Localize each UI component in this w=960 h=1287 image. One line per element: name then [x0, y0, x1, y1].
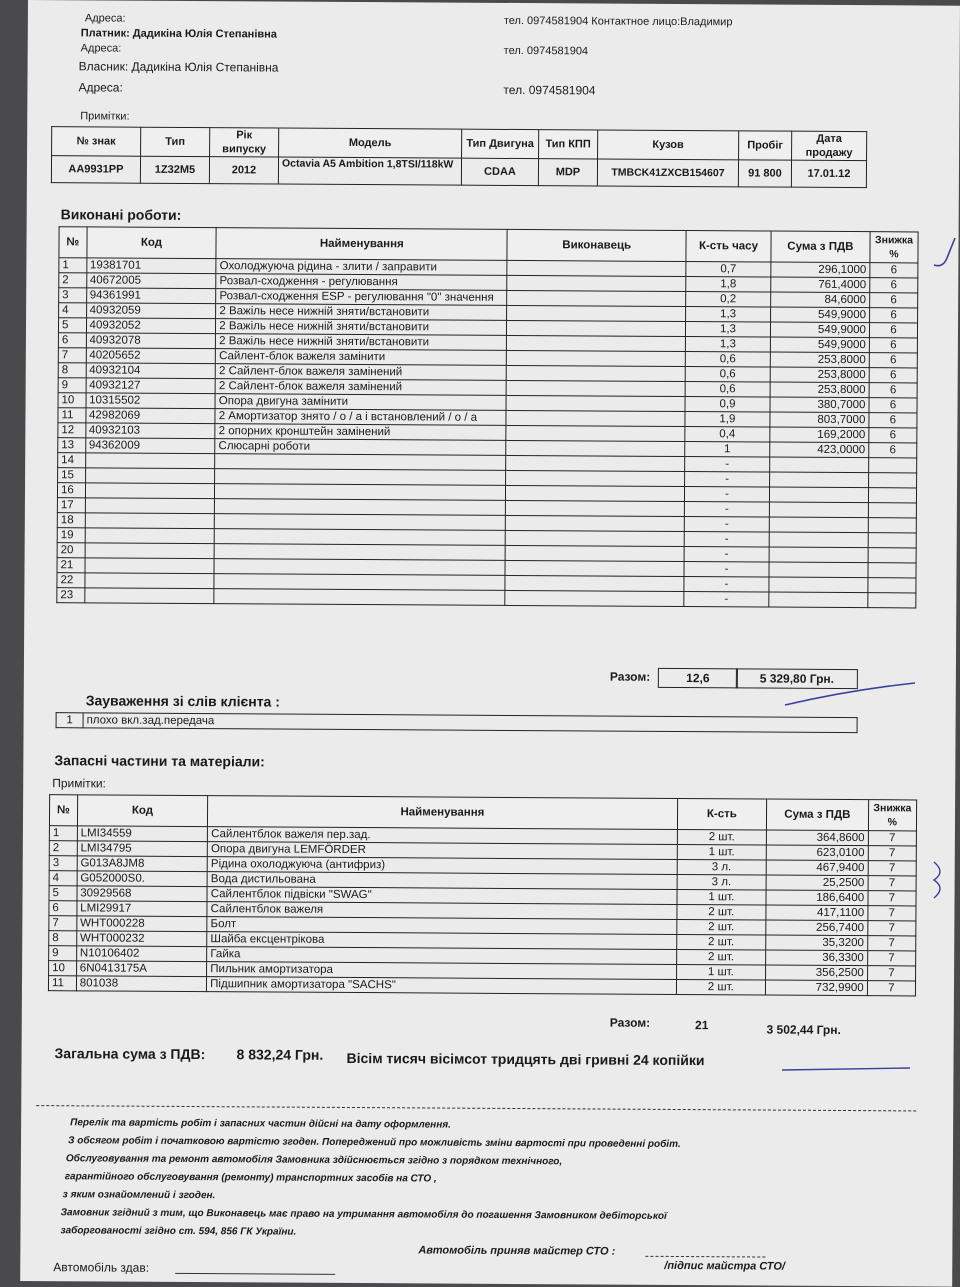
- works-cell: 1,3: [686, 322, 771, 338]
- parts-notes-label: Примітки:: [52, 776, 106, 791]
- parts-cell: 186,6400: [766, 890, 868, 906]
- works-cell: 5: [58, 318, 86, 333]
- address-label-3: Адреса:: [78, 80, 123, 95]
- works-cell: 6: [869, 368, 917, 383]
- parts-cell: 6: [49, 901, 77, 916]
- works-cell: 17: [57, 498, 85, 513]
- parts-cell: WHT000228: [77, 916, 208, 932]
- parts-cell: 2 шт.: [676, 934, 765, 950]
- parts-cell: 7: [867, 981, 915, 996]
- works-cell: 4: [59, 303, 87, 318]
- parts-cell: G013A8JM8: [77, 856, 208, 872]
- works-cell: 6: [870, 278, 918, 293]
- terms-line-4: гарантійного обслуговування (ремонту) транспортних засобів на СТО ,: [64, 1171, 437, 1185]
- works-cell: Розвал-сходження ESP - регулювання "0" значення: [216, 289, 507, 306]
- parts-cell: 30929568: [77, 886, 208, 902]
- vehicle-col-body: Кузов: [598, 130, 739, 160]
- works-cell: 14: [58, 453, 86, 468]
- works-col-hours: К-сть часу: [686, 231, 771, 263]
- parts-col-name: Найменування: [208, 796, 678, 830]
- works-cell: 8: [58, 363, 86, 378]
- terms-line-1: Перелік та вартість робіт і запасних частин дійсні на дату оформлення.: [70, 1117, 451, 1131]
- parts-cell: 1 шт.: [676, 964, 765, 980]
- vehicle-mileage: 91 800: [738, 160, 791, 187]
- works-cell: Охолоджуюча рідина - злити / заправити: [216, 259, 507, 276]
- works-cell: 13: [58, 438, 86, 453]
- parts-cell: 3 л.: [677, 874, 766, 890]
- works-cell: 761,4000: [771, 277, 870, 293]
- parts-cell: 356,2500: [766, 965, 868, 981]
- parts-cell: 2 шт.: [676, 949, 765, 965]
- parts-cell: LMI34795: [77, 841, 208, 857]
- works-cell: 2 Важіль несе нижній зняти/встановити: [216, 319, 507, 336]
- parts-cell: N10106402: [76, 946, 207, 962]
- parts-cell: Пильник амортизатора: [207, 962, 677, 980]
- parts-total-qty: 21: [695, 1018, 709, 1033]
- works-cell: 549,9000: [770, 337, 869, 353]
- terms-line-7: заборгованості згідно ст. 594, 856 ГК України.: [60, 1225, 297, 1238]
- terms-line-6: Замовник згідний з тим, що Виконавець має право на утримання автомобіля до погашення Замовником дебіторської: [60, 1207, 667, 1222]
- parts-cell: 35,3200: [766, 935, 868, 951]
- works-cell: 18: [57, 513, 85, 528]
- works-cell: 22: [57, 573, 85, 588]
- parts-cell: 2 шт.: [677, 829, 766, 845]
- works-cell: 1: [685, 442, 770, 458]
- works-cell: 40932059: [86, 303, 216, 319]
- works-cell: 42982069: [85, 408, 215, 424]
- works-cell: -: [684, 532, 769, 548]
- remarks-title: Зауваження зі слів клієнта :: [85, 692, 280, 710]
- works-cell: 6: [869, 323, 917, 338]
- parts-cell: LMI29917: [77, 901, 208, 917]
- parts-cell: 7: [49, 916, 77, 931]
- works-cell: 6: [58, 333, 86, 348]
- parts-cell: 5: [49, 886, 77, 901]
- contact-phone: тел. 0974581904 Контактное лицо:Владимир: [503, 14, 733, 29]
- parts-cell: Шайба ексцентрікова: [207, 932, 677, 950]
- works-cell: 253,8000: [770, 367, 869, 383]
- grand-total-amount: 8 832,24 Грн.: [236, 1046, 324, 1063]
- parts-cell: 801038: [76, 976, 207, 992]
- underline-pen-mark-1: [785, 683, 915, 705]
- parts-cell: 7: [867, 921, 915, 936]
- works-cell: 6: [869, 383, 917, 398]
- works-cell: Сайлент-блок важеля замінити: [216, 349, 507, 366]
- works-title: Виконані роботи:: [60, 206, 182, 223]
- works-cell: 94361991: [86, 288, 216, 304]
- parts-cell: 1 шт.: [677, 889, 766, 905]
- works-cell: 2 Амортизатор знято / о / а і встановлений / о / а: [215, 409, 506, 426]
- works-cell: 15: [58, 468, 86, 483]
- works-cell: 40932078: [86, 333, 216, 349]
- works-cell: 549,9000: [770, 322, 869, 338]
- works-total-label: Разом:: [609, 669, 651, 684]
- works-col-executor: Виконавець: [507, 229, 686, 261]
- parts-cell: Підшипник амортизатора "SACHS": [207, 977, 677, 995]
- parts-cell: 7: [868, 876, 916, 891]
- works-cell: 0,7: [686, 262, 771, 278]
- grand-total-words: Вісім тисяч вісімсот тридцять дві гривні 24 копійки: [346, 1049, 705, 1069]
- parts-col-no: №: [49, 795, 77, 826]
- works-cell: 380,7000: [770, 397, 869, 413]
- parts-cell: 7: [867, 951, 915, 966]
- works-cell: 40205652: [86, 348, 216, 364]
- works-cell: 40672005: [86, 273, 216, 289]
- works-cell: 2 Важіль несе нижній зняти/встановити: [216, 304, 507, 321]
- works-cell: 0,6: [685, 382, 770, 398]
- works-cell: 6: [869, 308, 917, 323]
- works-col-discount: Знижка %: [870, 232, 918, 263]
- remarks-text: плохо вкл.зад.передача: [83, 713, 857, 733]
- vehicle-col-plate: № знак: [52, 127, 141, 157]
- parts-cell: 2 шт.: [676, 979, 765, 995]
- works-col-sum: Сума з ПДВ: [771, 231, 870, 263]
- vehicle-sale-date: 17.01.12: [791, 160, 866, 187]
- works-cell: 296,1000: [771, 262, 870, 278]
- works-cell: 19: [57, 528, 85, 543]
- works-total-sum: 5 329,80 Грн.: [736, 668, 858, 689]
- parts-col-qty: К-сть: [677, 798, 767, 830]
- brace-pen-mark: [934, 862, 940, 898]
- parts-cell: 7: [868, 861, 916, 876]
- works-cell: 2 Важіль несе нижній зняти/встановити: [216, 334, 507, 351]
- works-col-code: Код: [86, 227, 216, 259]
- vehicle-col-type: Тип: [141, 127, 210, 156]
- works-cell: 40932103: [85, 423, 215, 439]
- vehicle-plate: АА9931РР: [51, 156, 140, 184]
- works-cell: 6: [869, 338, 917, 353]
- works-cell: 803,7000: [770, 412, 869, 428]
- parts-cell: 25,2500: [766, 875, 868, 891]
- works-cell: 1,8: [686, 277, 771, 293]
- works-cell: 2: [59, 273, 87, 288]
- works-cell: 1,3: [686, 307, 771, 323]
- payer-name: Платник: Дадикіна Юлія Степанівна: [80, 27, 277, 41]
- works-cell: -: [685, 487, 770, 503]
- vehicle-body: TMBCK41ZXCB154607: [597, 159, 738, 187]
- parts-cell: 36,3300: [766, 950, 868, 966]
- works-cell: 0,9: [685, 397, 770, 413]
- parts-total-sum: 3 502,44 Грн.: [766, 1022, 841, 1037]
- vehicle-col-sale-date: Дата продажу: [792, 131, 867, 160]
- parts-cell: 256,7400: [766, 920, 868, 936]
- works-cell: 1,9: [685, 412, 770, 428]
- works-cell: 6: [869, 413, 917, 428]
- works-cell: 169,2000: [770, 427, 869, 443]
- parts-cell: Болт: [207, 917, 677, 935]
- parts-cell: 732,9900: [765, 980, 867, 996]
- parts-cell: WHT000232: [76, 931, 207, 947]
- remarks-row-no: 1: [56, 713, 83, 728]
- parts-cell: 9: [49, 946, 77, 961]
- terms-line-3: Обслуговування та ремонт автомобіля Замовника здійснюється згідно з порядком технічного,: [65, 1153, 563, 1168]
- works-total-hours: 12,6: [658, 668, 738, 688]
- works-cell: 94362009: [85, 438, 215, 454]
- works-cell: 40932052: [86, 318, 216, 334]
- owner-phone: тел. 0974581904: [503, 82, 596, 98]
- works-cell: 2 Сайлент-блок важеля замінений: [215, 379, 506, 396]
- vehicle-engine: CDAA: [461, 158, 538, 185]
- checkmark-pen-mark: [934, 238, 955, 266]
- parts-cell: 4: [49, 871, 77, 886]
- parts-cell: Сайлентблок підвіски "SWAG": [207, 887, 677, 905]
- parts-cell: 2: [49, 841, 77, 856]
- parts-cell: 7: [867, 936, 915, 951]
- parts-cell: 7: [868, 846, 916, 861]
- parts-cell: Сайлентблок важеля пер.зад.: [208, 827, 678, 845]
- parts-cell: 11: [48, 976, 76, 991]
- works-cell: 0,6: [685, 367, 770, 383]
- works-cell: 0,2: [686, 292, 771, 308]
- parts-cell: 3 л.: [677, 859, 766, 875]
- parts-cell: 7: [868, 891, 916, 906]
- terms-line-2: З обсягом робіт і початковою вартістю згоден. Попереджений про можливість зміни вартості при проведенні робіт.: [67, 1135, 681, 1151]
- grand-total-label: Загальна сума з ПДВ:: [54, 1045, 206, 1063]
- works-cell: 9: [58, 378, 86, 393]
- parts-cell: Сайлентблок важеля: [207, 902, 677, 920]
- works-cell: 1,3: [685, 337, 770, 353]
- works-cell: 21: [57, 558, 85, 573]
- works-cell: 10: [58, 393, 86, 408]
- parts-title: Запасні частини та матеріали:: [54, 752, 265, 770]
- works-cell: 10315502: [86, 393, 216, 409]
- works-cell: 7: [58, 348, 86, 363]
- parts-cell: Гайка: [207, 947, 677, 965]
- handed-over-label: Автомобіль здав:: [53, 1260, 150, 1275]
- works-cell: -: [684, 517, 769, 533]
- works-cell: Розвал-сходження - регулювання: [216, 274, 507, 291]
- works-cell: 6: [870, 293, 918, 308]
- works-cell: 40932127: [86, 378, 216, 394]
- address-label-1: Адреса:: [84, 12, 126, 25]
- parts-cell: 364,8600: [766, 830, 868, 846]
- works-cell: 2 Сайлент-блок важеля замінений: [215, 364, 506, 381]
- vehicle-col-mileage: Пробіг: [739, 131, 792, 160]
- works-cell: 6: [869, 443, 917, 458]
- works-cell: 6: [869, 353, 917, 368]
- works-cell: 2 опорних кронштейн замінений: [215, 424, 506, 441]
- works-cell: 20: [57, 543, 85, 558]
- works-cell: -: [684, 502, 769, 518]
- works-cell: 423,0000: [770, 442, 869, 458]
- works-cell: 3: [59, 288, 87, 303]
- works-col-no: №: [59, 227, 87, 258]
- works-cell: -: [684, 592, 769, 608]
- parts-cell: 3: [49, 856, 77, 871]
- vehicle-col-year: Рік випуску: [210, 128, 279, 157]
- parts-col-code: Код: [77, 795, 208, 827]
- master-accepted-label: Автомобіль приняв майстер СТО :: [418, 1244, 616, 1258]
- works-cell: 0,4: [685, 427, 770, 443]
- notes-label: Примітки:: [80, 110, 130, 123]
- parts-cell: LMI34559: [77, 826, 208, 842]
- parts-cell: Опора двигуна LEMFÖRDER: [207, 842, 677, 860]
- works-col-name: Найменування: [216, 228, 507, 261]
- parts-cell: 8: [49, 931, 77, 946]
- parts-cell: 2 шт.: [677, 904, 766, 920]
- works-cell: 40932104: [86, 363, 216, 379]
- works-cell: -: [685, 472, 770, 488]
- works-cell: 6: [869, 398, 917, 413]
- parts-cell: 10: [49, 961, 77, 976]
- works-cell: 12: [58, 423, 86, 438]
- works-cell: 11: [58, 408, 86, 423]
- terms-line-5: з яким ознайомлений і згоден.: [62, 1189, 216, 1202]
- works-cell: 253,8000: [770, 382, 869, 398]
- works-cell: 549,9000: [770, 307, 869, 323]
- parts-col-sum: Сума з ПДВ: [766, 799, 868, 831]
- works-cell: Опора двигуна замінити: [215, 394, 506, 411]
- parts-col-discount: Знижка %: [868, 800, 917, 831]
- works-cell: 1: [59, 258, 87, 273]
- works-cell: 16: [57, 483, 85, 498]
- parts-cell: 7: [868, 831, 916, 846]
- works-cell: 6: [870, 263, 918, 278]
- works-cell: 6: [869, 428, 917, 443]
- parts-cell: Вода дистильована: [207, 872, 677, 890]
- owner-name: Власник: Дадикіна Юлія Степанівна: [78, 59, 279, 75]
- works-cell: 23: [57, 588, 85, 603]
- parts-cell: 1 шт.: [677, 844, 766, 860]
- vehicle-type: 1Z32M5: [140, 156, 209, 183]
- parts-cell: 467,9400: [766, 860, 868, 876]
- works-cell: 84,6000: [770, 292, 869, 308]
- vehicle-model: Octavia A5 Ambition 1,8TSI/118kW: [278, 157, 461, 185]
- master-signature-caption: /підпис майстра СТО/: [664, 1259, 786, 1273]
- parts-cell: 417,1100: [766, 905, 868, 921]
- address-label-2: Адреса:: [80, 42, 122, 55]
- parts-cell: 7: [868, 906, 916, 921]
- parts-cell: 623,0100: [766, 845, 868, 861]
- parts-cell: 1: [49, 826, 77, 841]
- underline-pen-mark-2: [782, 1068, 910, 1070]
- vehicle-gearbox: MDP: [538, 159, 597, 186]
- works-cell: -: [684, 577, 769, 593]
- parts-total-label: Разом:: [609, 1015, 651, 1030]
- works-cell: Слюсарні роботи: [215, 439, 506, 456]
- vehicle-year: 2012: [209, 157, 278, 184]
- vehicle-col-model: Модель: [279, 128, 462, 158]
- works-cell: -: [685, 457, 770, 473]
- payer-phone: тел. 0974581904: [503, 44, 589, 58]
- vehicle-col-engine: Тип Двигуна: [462, 129, 539, 158]
- works-cell: 19381701: [86, 258, 216, 274]
- parts-cell: 2 шт.: [676, 919, 765, 935]
- vehicle-col-gearbox: Тип КПП: [539, 130, 598, 159]
- works-cell: -: [684, 547, 769, 563]
- works-cell: 253,8000: [770, 352, 869, 368]
- works-cell: 0,6: [685, 352, 770, 368]
- works-cell: -: [684, 562, 769, 578]
- parts-cell: 7: [867, 966, 915, 981]
- parts-cell: 6N0413175A: [76, 961, 207, 977]
- parts-cell: Рідина охолоджуюча (антифриз): [207, 857, 677, 875]
- parts-cell: G052000S0.: [77, 871, 208, 887]
